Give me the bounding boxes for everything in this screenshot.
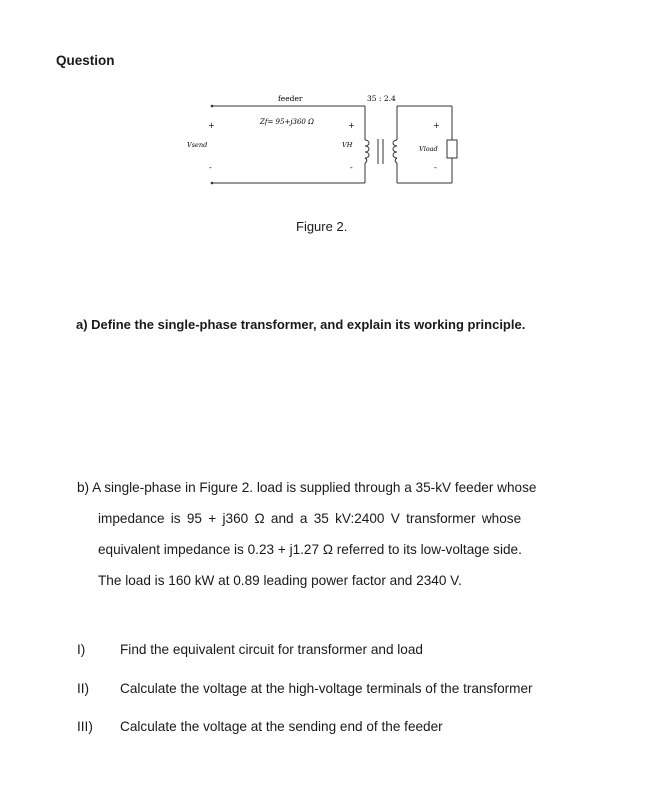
feeder-label: feeder xyxy=(278,94,303,103)
subquestion-text: Find the equivalent circuit for transformer and load xyxy=(120,642,423,657)
ratio-label: 35 : 2.4 xyxy=(367,94,396,103)
send-plus: + xyxy=(208,121,215,130)
send-bottom-terminal xyxy=(211,182,214,185)
part-a-question: a) Define the single-phase transformer, and explain its working principle. xyxy=(76,317,526,332)
send-voltage-label: Vsend xyxy=(187,141,208,149)
subquestion-number: III) xyxy=(77,719,93,734)
send-top-terminal xyxy=(211,105,214,108)
circuit-diagram xyxy=(170,90,470,200)
impedance-label: Zf= 95+j360 Ω xyxy=(260,118,314,126)
question-heading: Question xyxy=(56,53,115,68)
vh-label: VH xyxy=(342,141,353,149)
send-minus: - xyxy=(209,163,212,172)
load-box xyxy=(447,140,457,158)
vh-minus: - xyxy=(350,163,353,172)
subquestion-number: I) xyxy=(77,642,86,657)
secondary-coil xyxy=(393,140,397,163)
subquestion-number: II) xyxy=(77,681,90,696)
load-minus: - xyxy=(434,163,437,172)
part-b-line: b) A single-phase in Figure 2. load is supplied through a 35-kV feeder whose xyxy=(77,480,537,495)
part-b-line: impedance is 95 + j360 Ω and a 35 kV:2400 V transformer whose xyxy=(98,511,522,526)
load-plus: + xyxy=(433,121,440,130)
primary-coil xyxy=(365,140,369,163)
part-b-line: The load is 160 kW at 0.89 leading power factor and 2340 V. xyxy=(98,573,462,588)
figure-caption: Figure 2. xyxy=(296,219,348,234)
subquestion-text: Calculate the voltage at the sending end of the feeder xyxy=(120,719,443,734)
part-b-line: equivalent impedance is 0.23 + j1.27 Ω referred to its low-voltage side. xyxy=(98,542,522,557)
vh-plus: + xyxy=(348,121,355,130)
load-voltage-label: Vload xyxy=(419,145,438,153)
subquestion-text: Calculate the voltage at the high-voltage terminals of the transformer xyxy=(120,681,533,696)
